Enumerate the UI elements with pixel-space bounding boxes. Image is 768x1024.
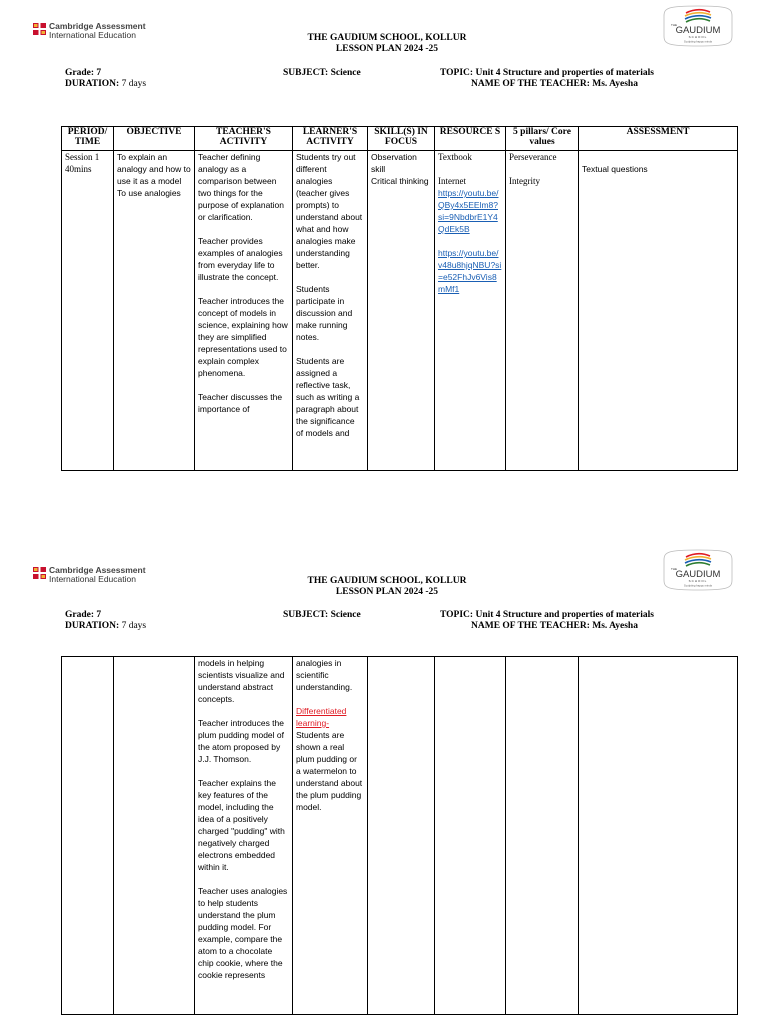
cell-objective [114, 657, 195, 1015]
cell-skills [368, 657, 435, 1015]
objective-2: To use analogies [117, 188, 181, 198]
period-time: 40mins [65, 164, 92, 174]
table-header-row [62, 127, 738, 151]
cell-pillars [506, 657, 579, 1015]
resource-link-2[interactable]: https://youtu.be/v48u8hjqNBU?si=e52FhJv6Vis8mMf1 [438, 248, 502, 294]
duration-label-text: DURATION: [65, 79, 120, 89]
duration-label [65, 621, 146, 632]
teacher-activity-4: Teacher discusses the importance of [198, 392, 283, 414]
header-objective: OBJECTIVE [114, 127, 195, 151]
pillar-1: Perseverance [509, 152, 557, 162]
cell-pillars [506, 151, 579, 471]
header-pillars: 5 pillars/ Core values [506, 127, 579, 151]
skill-1: Observation skill [371, 152, 417, 174]
cambridge-line2: International Education [49, 30, 136, 40]
differentiated-learning-label: Differentiated learning- [296, 706, 347, 728]
cell-learner-activity [293, 151, 368, 471]
cell-teacher-activity [195, 657, 293, 1015]
cell-objective [114, 151, 195, 471]
teacher-activity-3: Teacher introduces the concept of models in science, explaining how they are simplified representations used to explain complex phenomena. [198, 296, 288, 378]
header-assessment: ASSESSMENT [579, 127, 738, 151]
lesson-plan-year: LESSON PLAN 2024 -25 [335, 587, 439, 597]
topic-label: TOPIC: Unit 4 Structure and properties of materials [440, 68, 655, 78]
grade-label: Grade: 7 [65, 68, 102, 78]
teacher-activity-cont-2: Teacher introduces the plum pudding model of the atom proposed by J.J. Thomson. [198, 718, 285, 764]
gaudium-logo [658, 548, 738, 592]
learner-activity-2: Students participate in discussion and make running notes. [296, 284, 353, 342]
school-title [0, 576, 768, 598]
duration-value: 7 days [121, 79, 147, 89]
subject-label: SUBJECT: Science [283, 610, 361, 620]
topic-label: TOPIC: Unit 4 Structure and properties of materials [440, 610, 655, 620]
lesson-plan-year: LESSON PLAN 2024 -25 [335, 44, 439, 54]
pillar-2: Integrity [509, 176, 540, 186]
duration-label-text: DURATION: [65, 621, 120, 631]
learner-activity-3: Students are assigned a reflective task, such as writing a paragraph about the significance of models and [296, 356, 360, 438]
grade-label: Grade: 7 [65, 610, 102, 620]
duration-label [65, 79, 146, 90]
resource-link-1[interactable]: https://youtu.be/QBy4x5EElm8?si=9NbdbrE1Y4QdEk5B [438, 188, 499, 234]
header-learner-activity: LEARNER'S ACTIVITY [293, 127, 368, 151]
cell-resources [435, 657, 506, 1015]
cell-teacher-activity [195, 151, 293, 471]
gaudium-the: THE [671, 567, 677, 571]
header-resources: RESOURCE S [435, 127, 506, 151]
table-row [62, 151, 738, 471]
teacher-name-label: NAME OF THE TEACHER: Ms. Ayesha [471, 621, 638, 631]
skill-2: Critical thinking [371, 176, 429, 186]
lesson-plan-page-2 [0, 544, 768, 1024]
table-row [62, 657, 738, 1015]
objective-1: To explain an analogy and how to use it as a model [117, 152, 191, 186]
gaudium-tagline: Sculpting happy minds [683, 39, 713, 44]
header-skills: SKILL(S) IN FOCUS [368, 127, 435, 151]
header-teacher-activity: TEACHER'S ACTIVITY [195, 127, 293, 151]
cell-resources [435, 151, 506, 471]
gaudium-school: SCHOOL [688, 579, 708, 583]
resource-textbook: Textbook [438, 152, 472, 162]
assessment-text: Textual questions [582, 164, 648, 174]
gaudium-name: GAUDIUM [675, 25, 721, 36]
gaudium-tagline: Sculpting happy minds [683, 583, 713, 588]
cambridge-line1: Cambridge Assessment [49, 565, 146, 575]
cambridge-line1: Cambridge Assessment [49, 21, 146, 31]
gaudium-the: THE [671, 23, 677, 27]
gaudium-logo [658, 4, 738, 48]
cell-period [62, 657, 114, 1015]
duration-value: 7 days [121, 621, 147, 631]
teacher-activity-cont-3: Teacher explains the key features of the model, including the idea of a positively charged "pudding" with negatively charged electrons embedded within it. [198, 778, 285, 872]
differentiated-learning-text: Students are shown a real plum pudding or a watermelon to understand about the plum pudding model. [296, 730, 363, 812]
lesson-plan-table [61, 126, 738, 471]
teacher-activity-cont-4: Teacher uses analogies to help students understand the plum pudding model. For example, compare the atom to a chocolate chip cookie, where the cookie represents [198, 886, 288, 980]
teacher-activity-cont-1: models in helping scientists visualize and understand abstract concepts. [198, 658, 285, 704]
lesson-plan-page-1 [0, 0, 768, 500]
cell-learner-activity [293, 657, 368, 1015]
teacher-name-label: NAME OF THE TEACHER: Ms. Ayesha [471, 79, 638, 89]
learner-activity-1: Students try out different analogies (teacher gives prompts) to understand about what and how analogies make understanding better. [296, 152, 363, 270]
cell-period [62, 151, 114, 471]
teacher-activity-2: Teacher provides examples of analogies from everyday life to illustrate the concept. [198, 236, 283, 282]
school-name: THE GAUDIUM SCHOOL, KOLLUR [307, 33, 467, 43]
school-name: THE GAUDIUM SCHOOL, KOLLUR [307, 576, 467, 586]
period-session: Session 1 [65, 152, 100, 162]
school-title [0, 30, 768, 55]
lesson-plan-table-continued [61, 656, 738, 1015]
subject-label: SUBJECT: Science [283, 68, 361, 78]
cell-assessment [579, 657, 738, 1015]
gaudium-name: GAUDIUM [675, 569, 721, 580]
learner-activity-cont-1: analogies in scientific understanding. [296, 658, 353, 692]
header-period: PERIOD/ TIME [62, 127, 114, 151]
resource-internet: Internet [438, 176, 466, 186]
gaudium-school: SCHOOL [688, 35, 708, 39]
teacher-activity-1: Teacher defining analogy as a comparison between two things for the purpose of explanation or clarification. [198, 152, 285, 222]
cambridge-line2: International Education [49, 574, 136, 584]
cell-skills [368, 151, 435, 471]
cell-assessment [579, 151, 738, 471]
